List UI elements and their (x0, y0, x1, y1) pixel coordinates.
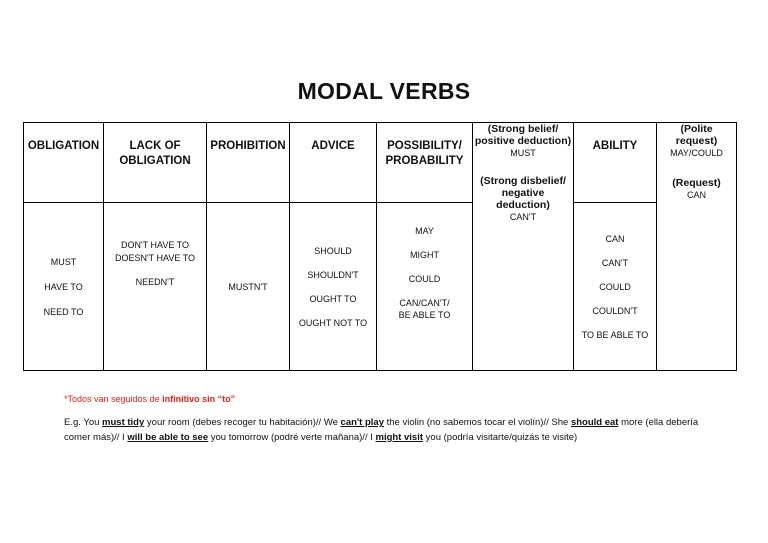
header-advice: ADVICE (290, 123, 377, 203)
list-item: HAVE TO (44, 281, 83, 292)
lack-of-obligation-verbs (104, 203, 207, 371)
header-lack-of-obligation: LACK OF OBLIGATION (104, 123, 207, 203)
request-cell: (Polite request) MAY/COULD (Request) CAN (657, 123, 737, 371)
list-item: COULDN'T (592, 305, 638, 316)
header-prohibition: PROHIBITION (207, 123, 290, 203)
list-item: CAN/CAN'T/ (399, 298, 450, 308)
example-sentences: E.g. You must tidy your room (debes recoger tu habitación)// We can't play the violin (no sabemos tocar el violín)// She should eat more (ella debería comer más)// I will be able to see you tomorrow (podré verte mañana)// I might visit you (podría visitarte/quizás te visite) (64, 417, 699, 443)
list-item: SHOULDN'T (307, 269, 359, 280)
list-item: MUST (50, 256, 77, 267)
obligation-verbs (24, 203, 104, 371)
list-item: DON'T HAVE TO (120, 240, 190, 250)
list-item: COULD (599, 281, 631, 292)
advice-verbs (290, 203, 377, 371)
list-item: MAY (415, 226, 434, 236)
list-item: COULD (408, 274, 441, 284)
infinitive-note: *Todos van seguidos de infinitivo sin “to” (64, 394, 236, 404)
list-item: OUGHT TO (309, 293, 357, 304)
page-title: MODAL VERBS (297, 78, 471, 104)
modal-verbs-table (23, 122, 737, 371)
header-obligation: OBLIGATION (24, 123, 104, 203)
list-item: TO BE ABLE TO (581, 329, 649, 340)
list-item: CAN (605, 233, 625, 244)
deduction-cell: (Strong belief/ positive deduction) MUST (Strong disbelief/ negative deduction) CAN'T (473, 123, 574, 371)
possibility-verbs (377, 203, 473, 371)
ability-verbs (574, 203, 657, 371)
list-item: MIGHT (410, 250, 439, 260)
list-item: NEED TO (43, 306, 84, 317)
list-item: CAN'T (601, 257, 629, 268)
list-item: NEEDN'T (135, 277, 175, 287)
list-item: OUGHT NOT TO (298, 317, 368, 328)
header-ability: ABILITY (574, 123, 657, 203)
list-item: MUSTN'T (228, 281, 268, 292)
list-item: SHOULD (314, 245, 352, 256)
prohibition-verbs (207, 203, 290, 371)
list-item: DOESN'T HAVE TO (114, 253, 196, 263)
header-possibility-probability: POSSIBILITY/ PROBABILITY (377, 123, 473, 203)
list-item: BE ABLE TO (398, 310, 451, 320)
